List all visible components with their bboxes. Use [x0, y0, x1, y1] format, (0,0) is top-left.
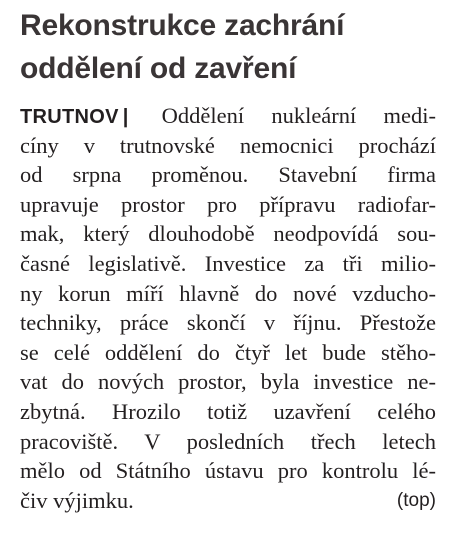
body-line-5: mak, který dlouhodobě neodpovídá sou-: [20, 221, 436, 247]
news-article: [20, 0, 436, 515]
body-text-1: Oddělení nukleární medi-: [161, 103, 436, 128]
dateline: TRUTNOV: [20, 106, 119, 128]
body-line-11: zbytná. Hrozilo totiž uzavření celého: [20, 398, 436, 424]
body-line-2: cíny v trutnovské nemocnici prochází: [20, 132, 436, 158]
body-line-13: mělo od Státního ústavu pro kontrolu lé-: [20, 458, 436, 484]
body-line-7: ny korun míří hlavně do nové vzducho-: [20, 280, 436, 306]
body-line-9: se celé oddělení do čtyř let bude stěho-: [20, 339, 436, 365]
headline-line-1: Rekonstrukce zachrání: [20, 9, 345, 42]
body-line-3: od srpna proměnou. Stavební firma: [20, 162, 436, 188]
headline: [20, 0, 436, 90]
body-line-10: vat do nových prostor, byla investice ne-: [20, 369, 436, 395]
body-text-14: čiv výjimku.: [20, 487, 134, 513]
body-line-12: pracoviště. V posledních třech letech: [20, 428, 436, 454]
body-line-14: [20, 486, 436, 516]
article-body: [20, 101, 436, 515]
body-line-8: techniky, práce skončí v říjnu. Přestože: [20, 310, 436, 336]
body-line-6: časné legislativě. Investice za tři milio-: [20, 250, 436, 276]
author-credit: (top): [396, 489, 436, 511]
headline-line-2: oddělení od zavření: [20, 52, 297, 85]
dateline-separator: |: [122, 106, 129, 128]
body-line-4: upravuje prostor pro přípravu radiofar-: [20, 191, 436, 217]
body-line-1: [20, 101, 436, 131]
